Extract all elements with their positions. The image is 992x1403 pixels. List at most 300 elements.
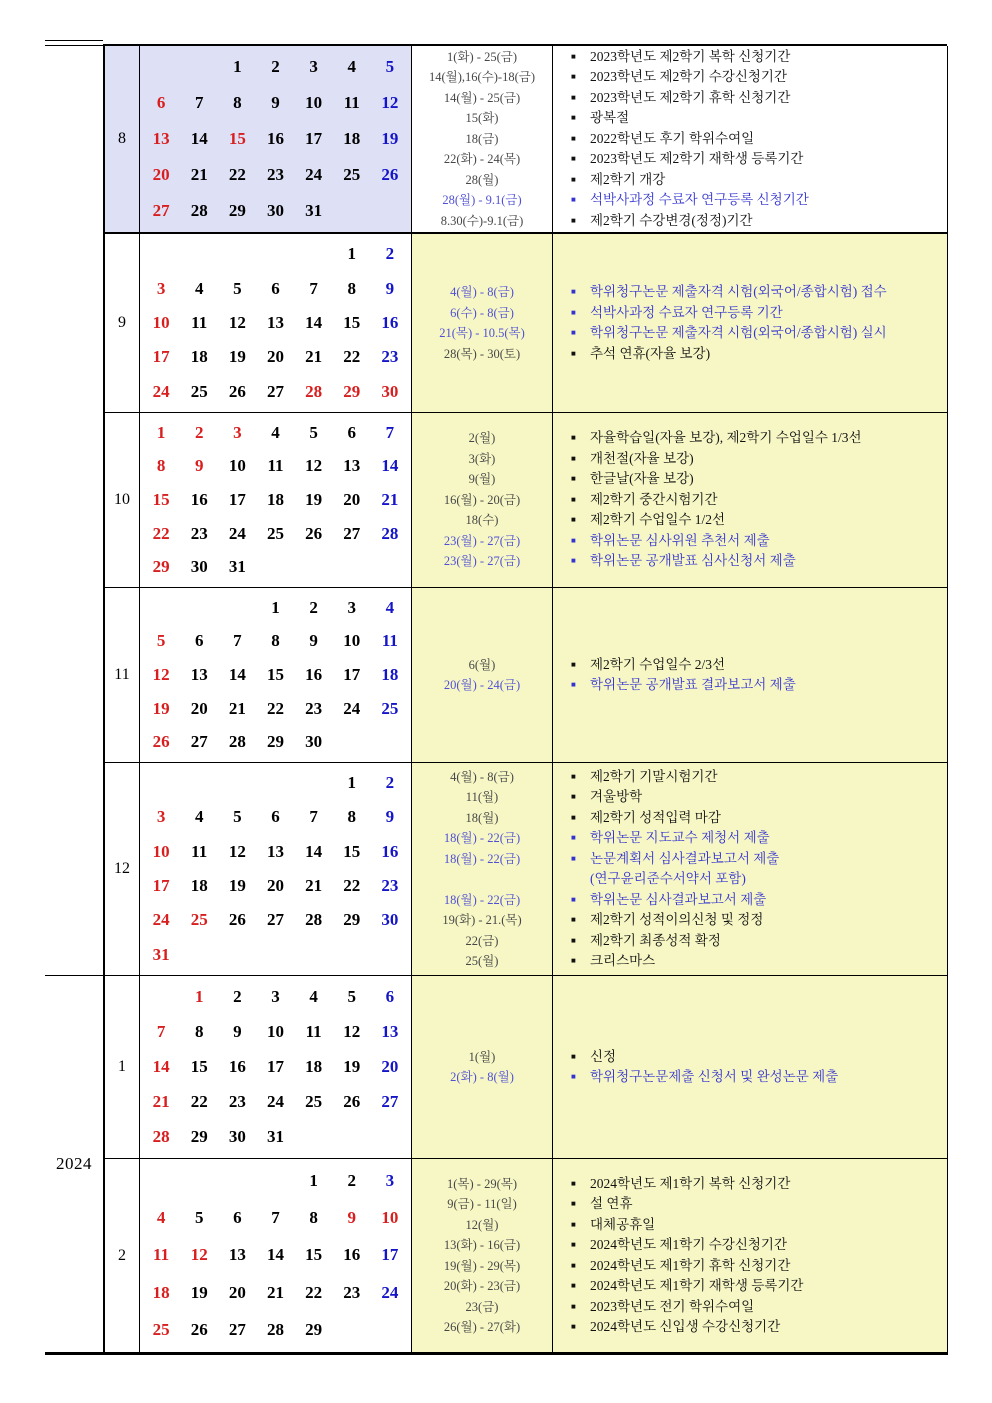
- calendar-day-11-28: 28: [228, 732, 246, 752]
- calendar-day-1-17: 17: [266, 1056, 284, 1076]
- calendar-day-10-12: 12: [305, 456, 323, 476]
- month-number: 2: [118, 1246, 126, 1264]
- month-number-cell: [103, 232, 140, 412]
- bullet-square-icon: ■: [571, 556, 576, 566]
- calendar-day-8-2: 2: [271, 57, 280, 76]
- calendar-day-11-15: 15: [266, 664, 284, 684]
- calendar-day-9-21: 21: [305, 347, 323, 367]
- event-item: [571, 88, 947, 109]
- event-text: 제2학기 최종성적 확정: [590, 932, 721, 948]
- calendar-day-11-5: 5: [156, 631, 166, 651]
- calendar-day-8-31: 31: [305, 201, 323, 220]
- date-range: 15(화): [465, 111, 499, 126]
- calendar-day-empty: [295, 550, 333, 584]
- calendar-day-empty: [256, 766, 294, 800]
- bullet-square-icon: ■: [571, 1178, 576, 1188]
- calendar-day-empty: [180, 49, 218, 85]
- month-calendar-cell: [140, 587, 412, 762]
- month-number-cell: [103, 412, 140, 587]
- calendar-day-2-1: 1: [309, 1170, 318, 1190]
- date-range: 18(월) - 22(금): [443, 831, 521, 845]
- event-text: 2024학년도 제1학기 수강신청기간: [590, 1237, 787, 1252]
- calendar-day-11-22: 22: [266, 698, 284, 718]
- date-range: 23(월) - 27(금): [443, 554, 521, 569]
- calendar-day-2-22: 22: [305, 1282, 323, 1302]
- event-item: [571, 767, 947, 788]
- event-item: [571, 170, 947, 191]
- calendar-day-12-10: 10: [152, 841, 170, 861]
- calendar-day-12-21: 21: [305, 876, 323, 896]
- month-number-cell: [103, 1158, 140, 1352]
- event-item: [571, 951, 947, 972]
- date-range: 21(목) - 10.5(목): [439, 326, 525, 340]
- calendar-day-10-1: 1: [156, 422, 166, 442]
- bullet-square-icon: ■: [571, 1301, 576, 1311]
- date-range: 11(월): [465, 790, 499, 804]
- date-range: 18(월) - 22(금): [443, 851, 521, 866]
- calendar-day-11-21: 21: [228, 698, 246, 718]
- calendar-day-empty: [371, 938, 409, 972]
- calendar-day-10-26: 26: [305, 523, 323, 543]
- date-ranges-column: [412, 412, 553, 587]
- date-ranges-column: [412, 232, 553, 412]
- event-item: [571, 655, 947, 676]
- calendar-day-1-22: 22: [190, 1092, 208, 1112]
- event-item: [571, 303, 947, 324]
- calendar-day-empty: [295, 237, 333, 271]
- calendar-day-grid: [140, 413, 411, 587]
- calendar-day-2-20: 20: [228, 1282, 246, 1302]
- bullet-square-icon: ■: [571, 812, 576, 822]
- bullet-square-icon: ■: [571, 1051, 576, 1061]
- calendar-day-2-21: 21: [266, 1282, 284, 1302]
- event-item: [571, 282, 947, 303]
- bullet-square-icon: ■: [571, 956, 576, 965]
- events-column: [553, 232, 947, 412]
- calendar-day-empty: [333, 1120, 371, 1155]
- calendar-day-11-1: 1: [271, 597, 280, 617]
- event-text: 대체공휴일: [590, 1216, 656, 1232]
- calendar-day-2-7: 7: [271, 1208, 280, 1228]
- date-range: 22(금): [465, 933, 499, 948]
- calendar-day-1-1: 1: [194, 986, 204, 1006]
- calendar-day-8-7: 7: [194, 93, 204, 112]
- month-calendar-cell: [140, 232, 412, 412]
- event-item: [571, 1276, 947, 1297]
- date-range: 28(목) - 30(토): [443, 346, 521, 361]
- calendar-day-2-13: 13: [228, 1245, 246, 1265]
- event-item: [571, 67, 947, 88]
- date-range: 9(월): [468, 472, 496, 487]
- event-text: 학위논문 심사결과보고서 제출: [590, 891, 767, 907]
- calendar-day-10-15: 15: [152, 489, 170, 509]
- date-ranges-column: [412, 587, 553, 762]
- event-text: 2023학년도 제2학기 수강신청기간: [590, 69, 787, 85]
- calendar-day-9-13: 13: [266, 312, 284, 332]
- calendar-day-9-5: 5: [233, 278, 242, 298]
- bullet-square-icon: ■: [571, 853, 576, 863]
- calendar-day-11-10: 10: [343, 631, 361, 651]
- event-text: 자율학습일(자율 보강), 제2학기 수업일수 1/3선: [590, 430, 862, 446]
- calendar-day-9-30: 30: [381, 381, 399, 401]
- events-column: [553, 762, 947, 975]
- calendar-day-11-3: 3: [347, 597, 357, 617]
- calendar-day-8-27: 27: [152, 201, 170, 220]
- calendar-day-12-18: 18: [190, 876, 208, 896]
- calendar-day-1-12: 12: [343, 1021, 361, 1041]
- month-number-cell: [103, 46, 140, 232]
- calendar-day-12-29: 29: [343, 910, 361, 930]
- date-range: 1(화) - 25(금): [447, 49, 517, 64]
- event-item: [571, 787, 947, 808]
- calendar-day-2-12: 12: [190, 1245, 208, 1265]
- bullet-square-icon: ■: [571, 935, 576, 945]
- date-range: 16(월) - 20(금): [443, 492, 521, 507]
- calendar-day-12-3: 3: [156, 807, 166, 827]
- event-item: [571, 1215, 947, 1236]
- event-text: 2023학년도 제2학기 휴학 신청기간: [590, 89, 791, 105]
- event-item: [571, 108, 947, 129]
- calendar-day-2-4: 4: [156, 1208, 166, 1228]
- event-text: 설 연휴: [590, 1196, 633, 1211]
- calendar-day-2-18: 18: [152, 1282, 170, 1302]
- calendar-day-8-21: 21: [190, 165, 208, 184]
- bullet-square-icon: ■: [571, 195, 576, 205]
- date-range: 18(금): [465, 131, 499, 146]
- calendar-day-9-1: 1: [347, 244, 357, 264]
- calendar-day-2-8: 8: [309, 1208, 318, 1228]
- calendar-day-empty: [180, 938, 218, 972]
- date-range: 23(월) - 27(금): [443, 533, 521, 548]
- event-text: 제2학기 개강: [590, 171, 666, 187]
- month-calendar-cell: [140, 1158, 412, 1352]
- calendar-day-1-18: 18: [305, 1056, 323, 1076]
- calendar-day-11-6: 6: [194, 631, 204, 651]
- event-item: [571, 869, 947, 890]
- calendar-day-grid: [140, 976, 411, 1158]
- date-range: 1(목) - 29(목): [447, 1176, 517, 1191]
- calendar-day-1-26: 26: [343, 1092, 361, 1112]
- calendar-day-empty: [142, 766, 180, 800]
- event-item: [571, 1256, 947, 1277]
- calendar-day-empty: [295, 766, 333, 800]
- calendar-day-10-20: 20: [343, 489, 361, 509]
- calendar-day-11-2: 2: [309, 597, 318, 617]
- calendar-day-12-31: 31: [152, 944, 170, 964]
- calendar-day-8-3: 3: [309, 57, 318, 76]
- bullet-square-icon: ■: [571, 1219, 576, 1229]
- calendar-day-8-20: 20: [152, 165, 170, 184]
- event-item: [571, 1235, 947, 1256]
- event-item: [571, 490, 947, 511]
- event-item: [571, 469, 947, 490]
- event-text: 학위논문 공개발표 결과보고서 제출: [590, 677, 796, 692]
- month-calendar-cell: [140, 46, 412, 232]
- calendar-day-2-25: 25: [152, 1320, 170, 1340]
- calendar-day-10-28: 28: [381, 523, 399, 543]
- month-number: 8: [118, 130, 126, 147]
- event-text: 2023학년도 제2학기 복학 신청기간: [590, 48, 791, 64]
- bullet-square-icon: ■: [571, 515, 576, 525]
- bullet-square-icon: ■: [571, 133, 576, 143]
- calendar-day-1-27: 27: [381, 1092, 399, 1112]
- calendar-day-8-6: 6: [156, 93, 166, 112]
- calendar-day-empty: [371, 725, 409, 759]
- calendar-day-empty: [218, 237, 256, 271]
- calendar-day-12-1: 1: [347, 773, 357, 793]
- calendar-day-1-20: 20: [381, 1056, 399, 1076]
- date-range: 28(월): [465, 172, 499, 187]
- table-top-border: [103, 44, 947, 46]
- calendar-day-10-27: 27: [343, 523, 361, 543]
- calendar-day-9-26: 26: [228, 381, 246, 401]
- event-item: [571, 675, 947, 696]
- event-item: [571, 931, 947, 952]
- event-item: [571, 531, 947, 552]
- event-text: 광복절: [590, 110, 630, 126]
- calendar-day-1-28: 28: [152, 1127, 170, 1147]
- bullet-square-icon: ■: [571, 792, 576, 801]
- event-text: 제2학기 기말시험기간: [590, 768, 718, 784]
- calendar-day-1-24: 24: [266, 1092, 284, 1112]
- bullet-square-icon: ■: [571, 1260, 576, 1270]
- event-text: 2023학년도 제2학기 재학생 등록기간: [590, 151, 804, 167]
- calendar-day-11-19: 19: [152, 698, 170, 718]
- calendar-day-empty: [142, 1162, 180, 1199]
- date-range: 23(금): [465, 1299, 499, 1314]
- event-text: 2024학년도 제1학기 복학 신청기간: [590, 1175, 791, 1191]
- calendar-day-1-2: 2: [233, 986, 242, 1006]
- calendar-day-10-11: 11: [267, 456, 284, 476]
- bullet-square-icon: ■: [571, 453, 576, 463]
- calendar-day-11-20: 20: [190, 698, 208, 718]
- calendar-day-8-22: 22: [228, 165, 246, 184]
- calendar-day-10-13: 13: [343, 456, 361, 476]
- calendar-day-1-8: 8: [194, 1021, 204, 1041]
- event-item: [571, 1194, 947, 1215]
- calendar-day-empty: [295, 938, 333, 972]
- calendar-day-9-7: 7: [309, 278, 318, 298]
- event-item: [571, 510, 947, 531]
- event-text: 2024학년도 제1학기 재학생 등록기간: [590, 1278, 804, 1293]
- event-text: 학위논문 공개발표 심사신청서 제출: [590, 553, 796, 569]
- date-range: 22(화) - 24(목): [443, 152, 521, 167]
- calendar-day-11-18: 18: [381, 664, 399, 684]
- calendar-day-empty: [371, 1312, 409, 1349]
- calendar-day-2-17: 17: [381, 1245, 399, 1265]
- calendar-day-9-9: 9: [385, 278, 395, 298]
- event-text: 한글날(자율 보강): [590, 471, 694, 487]
- date-range: 14(월) - 25(금): [443, 90, 521, 105]
- calendar-day-empty: [142, 591, 180, 625]
- event-item: [571, 1047, 947, 1068]
- calendar-day-empty: [180, 591, 218, 625]
- calendar-day-1-11: 11: [305, 1021, 322, 1041]
- calendar-day-1-29: 29: [190, 1127, 208, 1147]
- calendar-day-10-23: 23: [190, 523, 208, 543]
- calendar-day-2-5: 5: [194, 1208, 204, 1228]
- calendar-day-10-24: 24: [228, 523, 246, 543]
- date-range: 8.30(수)-9.1(금): [440, 213, 524, 228]
- bullet-square-icon: ■: [571, 92, 576, 102]
- calendar-day-2-19: 19: [190, 1282, 208, 1302]
- calendar-day-12-22: 22: [343, 876, 361, 896]
- date-range: 6(수) - 8(금): [450, 305, 514, 320]
- event-text: 추석 연휴(자율 보강): [590, 345, 711, 361]
- calendar-day-9-2: 2: [385, 244, 395, 264]
- calendar-day-12-19: 19: [228, 876, 246, 896]
- event-text: 제2학기 성적입력 마감: [590, 809, 721, 825]
- calendar-day-empty: [256, 1162, 294, 1199]
- bullet-square-icon: ■: [571, 894, 576, 904]
- month-calendar-cell: [140, 975, 412, 1158]
- event-item: [571, 344, 947, 365]
- event-text: 제2학기 성적이의신청 및 정정: [590, 912, 764, 927]
- calendar-day-10-22: 22: [152, 523, 170, 543]
- date-range: 20(월) - 24(금): [443, 678, 521, 692]
- calendar-day-9-28: 28: [305, 381, 323, 401]
- calendar-day-1-4: 4: [309, 986, 318, 1006]
- calendar-day-empty: [333, 193, 371, 229]
- calendar-day-12-30: 30: [381, 910, 399, 930]
- calendar-day-empty: [371, 550, 409, 584]
- event-item: [571, 449, 947, 470]
- calendar-day-9-27: 27: [266, 381, 284, 401]
- calendar-day-11-11: 11: [381, 631, 398, 651]
- calendar-day-9-10: 10: [152, 312, 170, 332]
- calendar-day-1-3: 3: [271, 986, 280, 1006]
- date-range: 2(월): [468, 431, 496, 446]
- calendar-day-2-2: 2: [347, 1170, 357, 1190]
- date-range: 14(월),16(수)-18(금): [429, 70, 535, 85]
- calendar-day-empty: [371, 193, 409, 229]
- calendar-day-9-12: 12: [228, 312, 246, 332]
- calendar-day-grid: [140, 588, 411, 762]
- calendar-day-9-3: 3: [156, 278, 166, 298]
- calendar-day-empty: [256, 550, 294, 584]
- event-item: [571, 1317, 947, 1338]
- calendar-day-10-10: 10: [228, 456, 246, 476]
- calendar-day-11-16: 16: [305, 664, 323, 684]
- calendar-day-8-15: 15: [228, 129, 246, 148]
- calendar-day-9-8: 8: [347, 278, 357, 298]
- calendar-day-9-18: 18: [190, 347, 208, 367]
- calendar-day-grid: [140, 763, 411, 975]
- calendar-day-grid: [140, 234, 411, 412]
- calendar-day-empty: [142, 49, 180, 85]
- calendar-day-12-5: 5: [233, 807, 242, 827]
- calendar-day-1-21: 21: [152, 1092, 170, 1112]
- month-calendar-cell: [140, 412, 412, 587]
- calendar-day-2-28: 28: [266, 1320, 284, 1340]
- calendar-day-12-26: 26: [228, 910, 246, 930]
- calendar-day-2-16: 16: [343, 1245, 361, 1265]
- calendar-day-12-12: 12: [228, 841, 246, 861]
- events-column: [553, 975, 947, 1158]
- calendar-day-9-17: 17: [152, 347, 170, 367]
- calendar-day-8-9: 9: [271, 93, 280, 112]
- calendar-day-empty: [333, 1312, 371, 1349]
- calendar-day-8-28: 28: [190, 201, 208, 220]
- calendar-day-empty: [256, 938, 294, 972]
- date-range: 18(수): [465, 513, 499, 528]
- calendar-day-9-24: 24: [152, 381, 170, 401]
- calendar-day-empty: [218, 1162, 256, 1199]
- event-text: 학위논문 지도교수 제청서 제출: [590, 830, 770, 845]
- bullet-square-icon: ■: [571, 680, 576, 689]
- date-range: 1(월): [468, 1049, 496, 1064]
- calendar-day-1-10: 10: [266, 1021, 284, 1041]
- calendar-day-empty: [256, 237, 294, 271]
- calendar-day-10-4: 4: [271, 422, 280, 442]
- event-text: 제2학기 수강변경(정정)기간: [590, 212, 753, 228]
- events-column: [553, 587, 947, 762]
- calendar-day-8-12: 12: [381, 93, 399, 112]
- calendar-day-10-7: 7: [385, 422, 395, 442]
- event-text: 2023학년도 전기 학위수여일: [590, 1298, 755, 1314]
- bullet-square-icon: ■: [571, 154, 576, 164]
- bullet-square-icon: ■: [571, 72, 576, 82]
- calendar-day-11-29: 29: [266, 732, 284, 752]
- calendar-day-1-13: 13: [381, 1021, 399, 1041]
- calendar-day-10-14: 14: [381, 456, 399, 476]
- date-range: [412, 869, 552, 890]
- calendar-day-8-23: 23: [266, 165, 284, 184]
- event-item: [571, 323, 947, 344]
- calendar-day-9-4: 4: [194, 278, 204, 298]
- calendar-day-grid: [140, 46, 411, 232]
- calendar-day-grid: [140, 1159, 411, 1352]
- month-calendar-cell: [140, 762, 412, 975]
- event-item: [571, 808, 947, 829]
- year-column-double-rule: [45, 40, 103, 46]
- event-item: [571, 890, 947, 911]
- calendar-day-8-30: 30: [266, 201, 284, 220]
- calendar-day-9-25: 25: [190, 381, 208, 401]
- calendar-day-8-24: 24: [305, 165, 323, 184]
- calendar-day-1-31: 31: [266, 1127, 284, 1147]
- calendar-day-8-8: 8: [233, 93, 242, 112]
- event-text: 크리스마스: [590, 953, 656, 968]
- calendar-day-10-9: 9: [194, 456, 204, 476]
- calendar-day-1-23: 23: [228, 1092, 246, 1112]
- event-item: [571, 211, 947, 232]
- date-ranges-column: [412, 46, 553, 232]
- calendar-day-9-15: 15: [343, 312, 361, 332]
- calendar-day-10-19: 19: [305, 489, 323, 509]
- calendar-day-8-18: 18: [343, 129, 361, 148]
- calendar-day-11-8: 8: [271, 631, 280, 651]
- bullet-square-icon: ■: [571, 494, 576, 504]
- calendar-day-1-5: 5: [347, 986, 357, 1006]
- calendar-day-11-9: 9: [309, 631, 318, 651]
- event-item: [571, 129, 947, 150]
- date-range: 12(월): [465, 1217, 499, 1232]
- events-column: [553, 46, 947, 232]
- calendar-day-empty: [333, 725, 371, 759]
- date-range: 2(화) - 8(월): [450, 1070, 514, 1084]
- event-text: 석박사과정 수료자 연구등록 기간: [590, 304, 783, 320]
- bullet-square-icon: ■: [571, 51, 576, 61]
- events-column: [553, 412, 947, 587]
- calendar-day-10-17: 17: [228, 489, 246, 509]
- calendar-day-12-25: 25: [190, 910, 208, 930]
- calendar-day-8-11: 11: [343, 93, 360, 112]
- calendar-day-9-6: 6: [271, 278, 280, 298]
- date-range: 26(월) - 27(화): [443, 1320, 521, 1334]
- calendar-day-11-26: 26: [152, 732, 170, 752]
- events-column: [553, 1158, 947, 1352]
